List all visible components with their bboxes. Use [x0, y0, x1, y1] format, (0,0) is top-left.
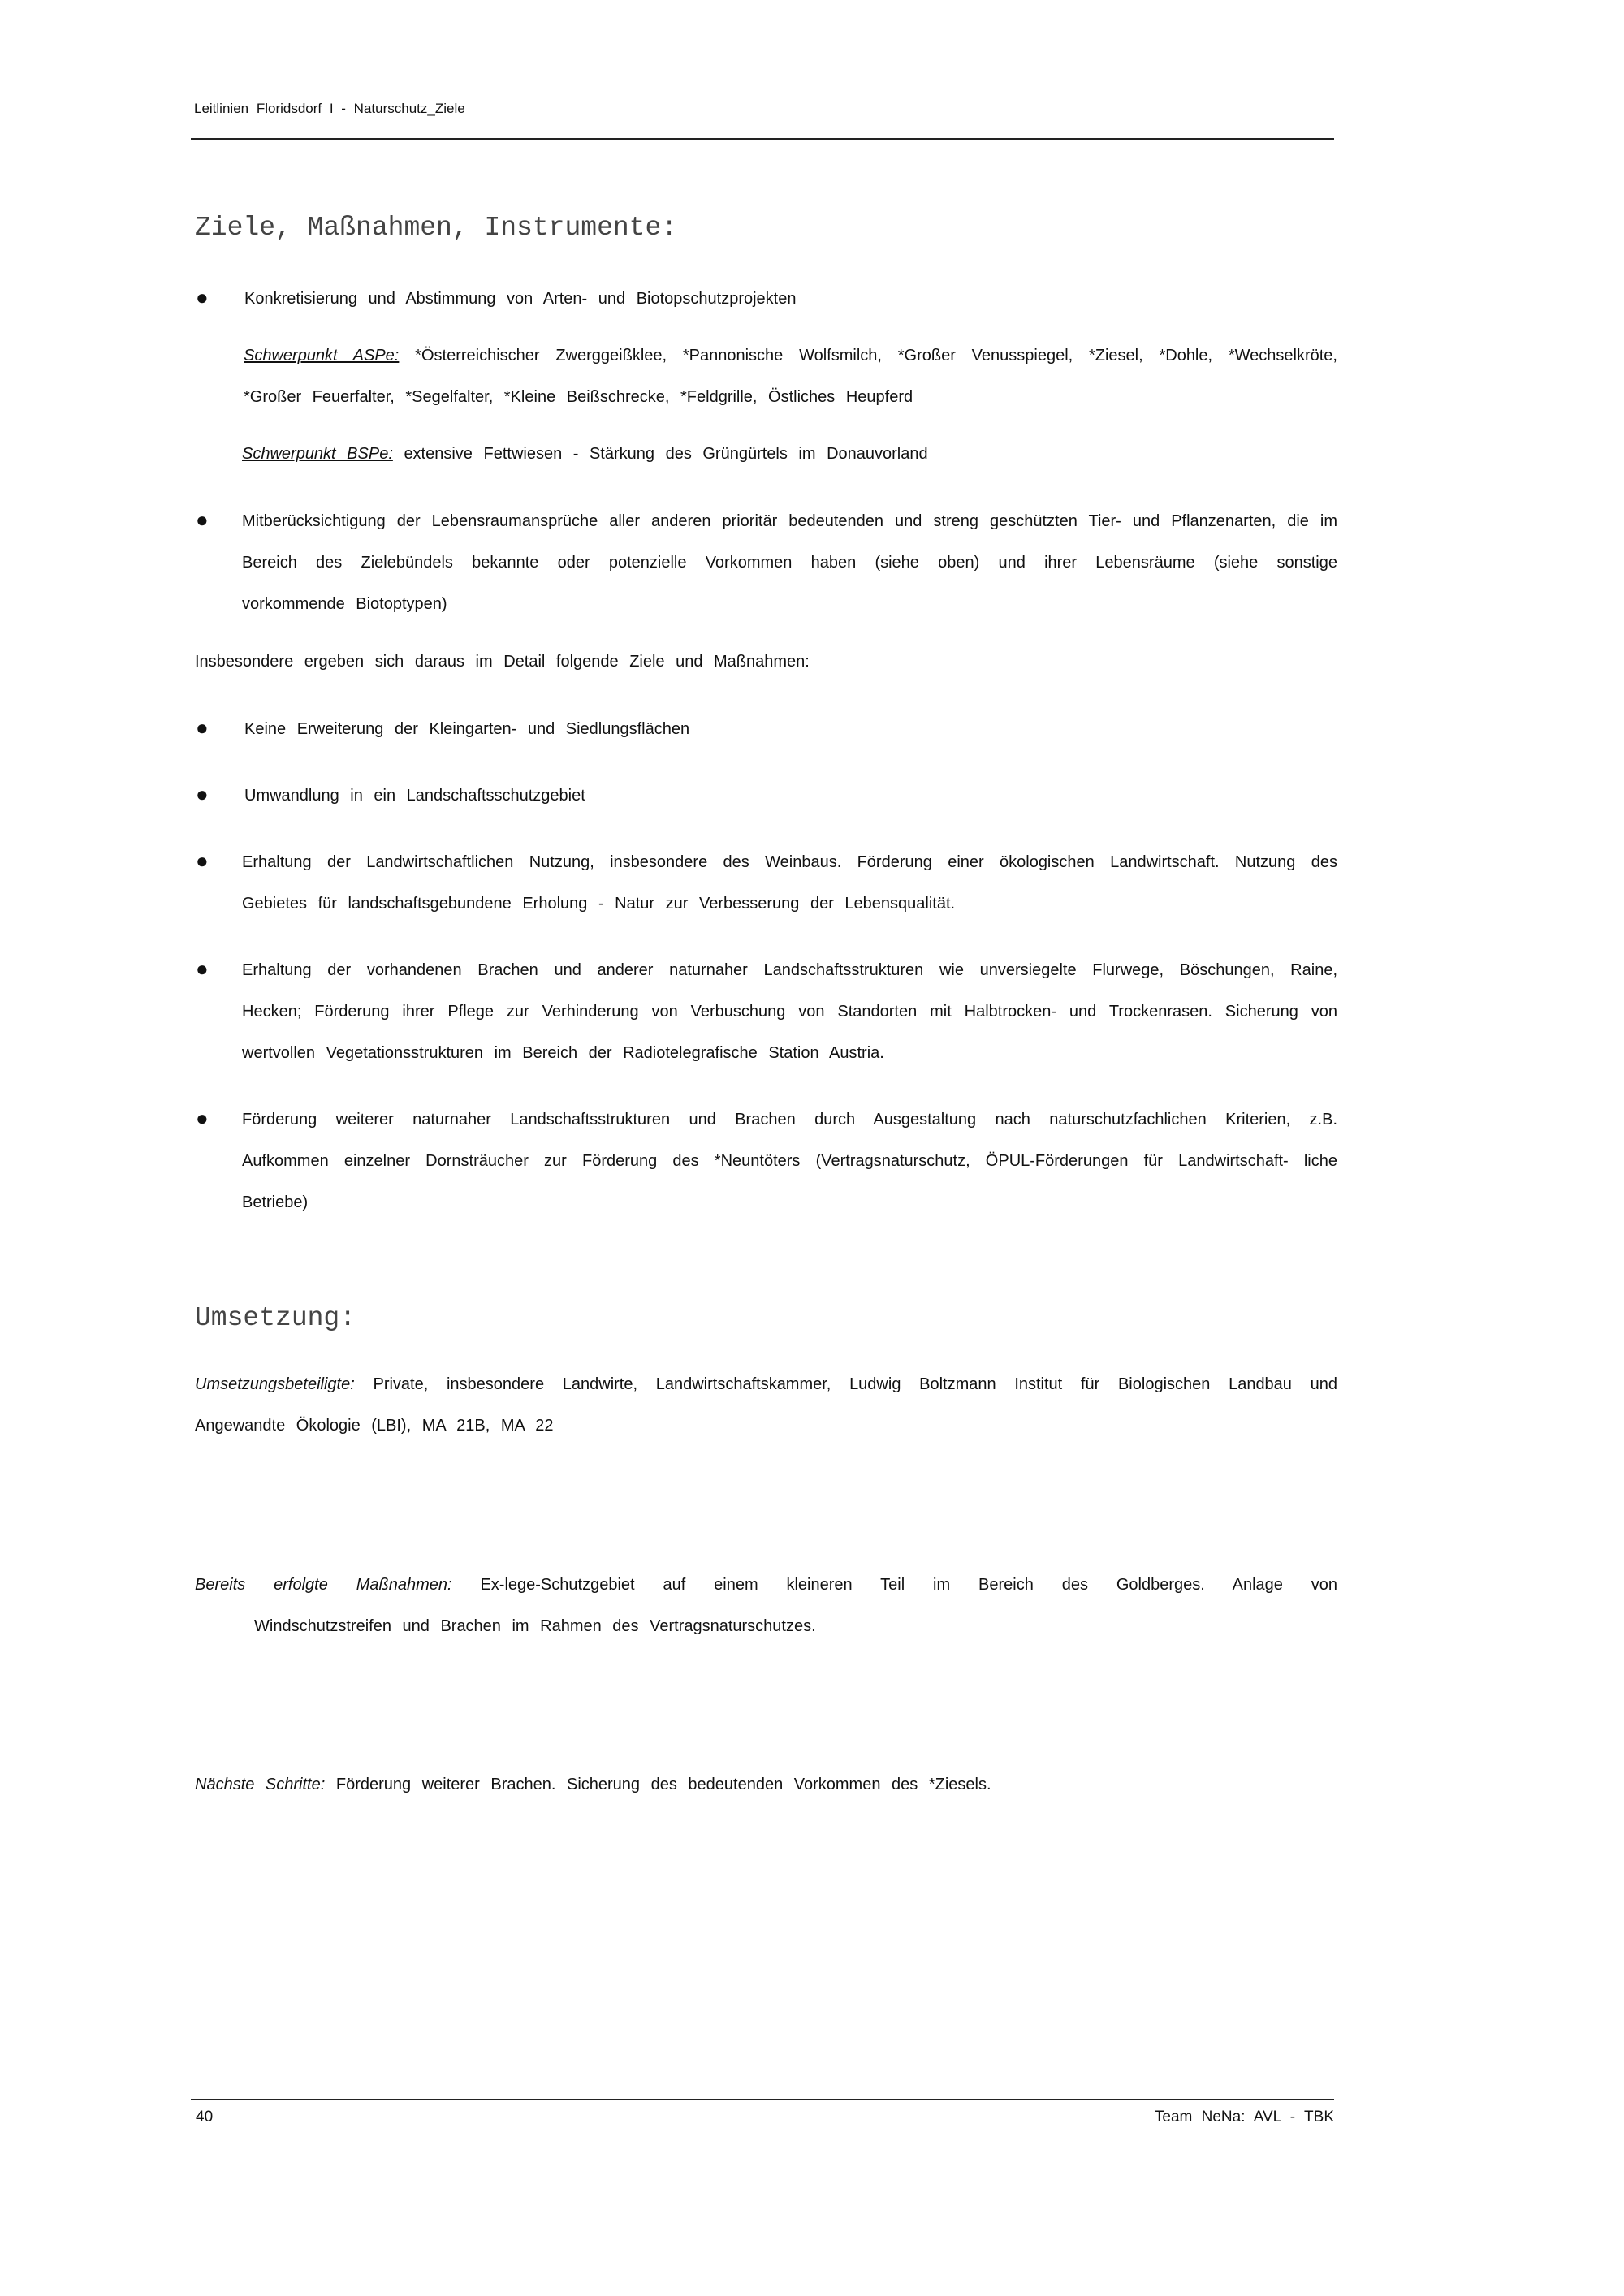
section-heading-umsetzung: Umsetzung: [195, 1303, 356, 1333]
asp-label: Schwerpunkt ASPe: [244, 347, 400, 365]
bullet-item-2: Mitberücksichtigung der Lebensraumansprüche aller anderen prioritär bedeutenden und streng geschützten Tier- und Pflanzenarten, die im Bereich des Zielebündels bekannte oder potenzielle Vorkommen haben (siehe oben) und ihrer Lebensräume (siehe sonstige vorkommende Biotoptypen) [242, 512, 1337, 613]
footer-rule [191, 2099, 1334, 2100]
bullet-icon: ● [196, 715, 209, 740]
bullet-item-3: Keine Erweiterung der Kleingarten- und Siedlungsflächen [244, 720, 690, 738]
running-header: Leitlinien Floridsdorf I - Naturschutz_Ziele [194, 101, 465, 116]
intro-paragraph: Insbesondere ergeben sich daraus im Detail folgende Ziele und Maßnahmen: [195, 653, 810, 671]
umsetzungsbeteiligte-paragraph [195, 1364, 1337, 1447]
bereits-erfolgte-continuation: Windschutzstreifen und Brachen im Rahmen des Vertragsnaturschutzes. [254, 1617, 816, 1635]
naechste-schritte-paragraph [195, 1764, 1337, 1806]
umsetzungsbeteiligte-label: Umsetzungsbeteiligte: [195, 1375, 355, 1393]
bullet-icon: ● [196, 1106, 209, 1130]
bsp-paragraph [242, 434, 1337, 475]
bsp-text: extensive Fettwiesen - Stärkung des Grüngürtels im Donauvorland [404, 445, 928, 463]
bullet-item-5: Erhaltung der Landwirtschaftlichen Nutzung, insbesondere des Weinbaus. Förderung einer ökologischen Landwirtschaft. Nutzung des Gebietes für landschaftsgebundene Erholung - Natur zur Verbesserung der Lebensqualität. [242, 853, 1337, 913]
page-number: 40 [196, 2108, 214, 2126]
bullet-item-4: Umwandlung in ein Landschaftsschutzgebiet [244, 787, 585, 805]
naechste-schritte-label: Nächste Schritte: [195, 1776, 326, 1793]
bereits-erfolgte-text: Ex-lege-Schutzgebiet auf einem kleineren Teil im Bereich des Goldberges. Anlage von [480, 1576, 1338, 1594]
bullet-item-1: Konkretisierung und Abstimmung von Arten- und Biotopschutzprojekten [244, 290, 797, 308]
umsetzungsbeteiligte-text: Private, insbesondere Landwirte, Landwirtschaftskammer, Ludwig Boltzmann Institut für Biologischen Landbau und Angewandte Ökologie (LBI), MA 21B, MA 22 [195, 1375, 1337, 1435]
section-heading-ziele: Ziele, Maßnahmen, Instrumente: [195, 213, 678, 243]
asp-text: *Österreichischer Zwerggeißklee, *Pannonische Wolfsmilch, *Großer Venusspiegel, *Ziesel, *Dohle, *Wechselkröte, *Großer Feuerfalter, *Segelfalter, *Kleine Beißschrecke, *Feldgrille, Östliches Heupferd [244, 347, 1337, 406]
bullet-icon: ● [196, 285, 209, 309]
header-rule [191, 138, 1334, 140]
bereits-erfolgte-label: Bereits erfolgte Maßnahmen: [195, 1576, 452, 1594]
bullet-icon: ● [196, 956, 209, 981]
bullet-item-7: Förderung weiterer naturnaher Landschaftsstrukturen und Brachen durch Ausgestaltung nach naturschutzfachlichen Kriterien, z.B. Aufkommen einzelner Dornsträucher zur Förderung des *Neuntöters (Vertragsnaturschutz, ÖPUL-Förderungen für Landwirtschaft- liche Betriebe) [242, 1111, 1337, 1211]
bullet-icon: ● [196, 507, 209, 532]
bullet-icon: ● [196, 848, 209, 873]
bereits-erfolgte-paragraph [195, 1564, 1337, 1606]
asp-paragraph [244, 335, 1337, 418]
bullet-icon: ● [196, 782, 209, 806]
bsp-label: Schwerpunkt BSPe: [242, 445, 393, 463]
naechste-schritte-text: Förderung weiterer Brachen. Sicherung des bedeutenden Vorkommen des *Ziesels. [335, 1776, 991, 1793]
bullet-item-6: Erhaltung der vorhandenen Brachen und anderer naturnaher Landschaftsstrukturen wie unversiegelte Flurwege, Böschungen, Raine, Hecken; Förderung ihrer Pflege zur Verhinderung von Verbuschung von Standorten mit Halbtrocken- und Trockenrasen. Sicherung von wertvollen Vegetationsstrukturen im Bereich der Radiotelegrafische Station Austria. [242, 961, 1337, 1062]
footer-team: Team NeNa: AVL - TBK [1154, 2108, 1334, 2126]
